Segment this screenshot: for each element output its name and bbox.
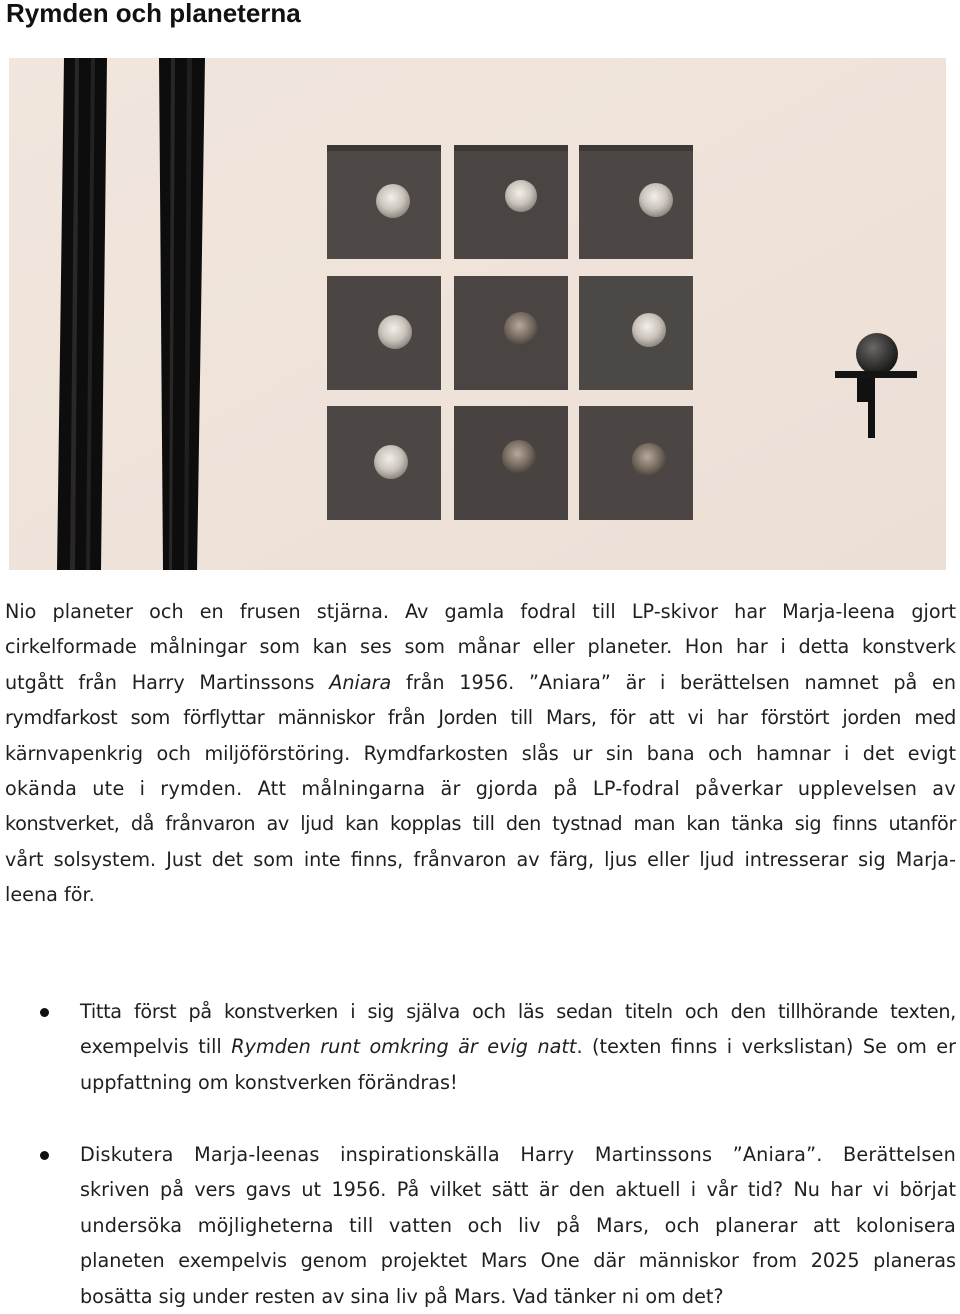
list-item-line: Titta först på konstverken i sig själva och läs sedan titeln och den tillhörande texten,: [80, 1000, 956, 1023]
list-item-line: bosätta sig under resten av sina liv på Mars. Vad tänker ni om det?: [80, 1284, 724, 1308]
paragraph-line: cirkelformade målningar som kan ses som månar eller planeter. Hon har i detta konstverk: [5, 635, 956, 659]
artwork-photo: [9, 58, 946, 570]
list-item-line: planeten exempelvis genom projektet Mars One där människor from 2025 planeras: [80, 1249, 956, 1273]
paragraph-line: okända ute i rymden. Att målningarna är gjorda på LP-fodral påverkar upplevelsen av: [5, 777, 956, 801]
paragraph-line: rymdfarkost som förflyttar människor från Jorden till Mars, för att vi har förstört jorden med: [5, 706, 956, 730]
list-item-line: exempelvis till Rymden runt omkring är evig natt. (texten finns i verkslistan) Se om er: [80, 1035, 957, 1059]
page-title: Rymden och planeterna: [6, 0, 301, 28]
list-item-line: undersöka möjligheterna till vatten och liv på Mars, och planerar att kolonisera: [80, 1213, 956, 1237]
intro-paragraph: [5, 594, 956, 913]
list-item-line: Diskutera Marja-leenas inspirationskälla Harry Martinssons ”Aniara”. Berättelsen: [80, 1143, 956, 1166]
paragraph-line: leena för.: [5, 883, 95, 907]
paragraph-line: vårt solsystem. Just det som inte finns, frånvaron av färg, ljus eller ljud intresserar sig Marja-: [5, 847, 956, 871]
bullet-icon: [40, 1151, 49, 1160]
paragraph-line: Nio planeter och en frusen stjärna. Av gamla fodral till LP-skivor har Marja-leena gjort: [5, 600, 956, 623]
work-title-aniara: Aniara: [329, 670, 392, 694]
paragraph-line: utgått från Harry Martinssons Aniara från 1956. ”Aniara” är i berättelsen namnet på en: [5, 670, 957, 694]
bullet-icon: [40, 1008, 49, 1017]
work-title: Rymden runt omkring är evig natt: [231, 1035, 577, 1059]
paragraph-line: kärnvapenkrig och miljöförstöring. Rymdfarkosten slås ur sin bana och hamnar i det evigt: [5, 741, 956, 765]
paragraph-line: konstverket, då frånvaron av ljud kan kopplas till den tystnad man kan tänka sig finns utanför: [5, 812, 956, 836]
list-item-line: uppfattning om konstverken förändras!: [80, 1070, 458, 1094]
list-item-line: skriven på vers gavs ut 1956. På vilket sätt är den aktuell i vår tid? Nu har vi börjat: [80, 1178, 956, 1202]
